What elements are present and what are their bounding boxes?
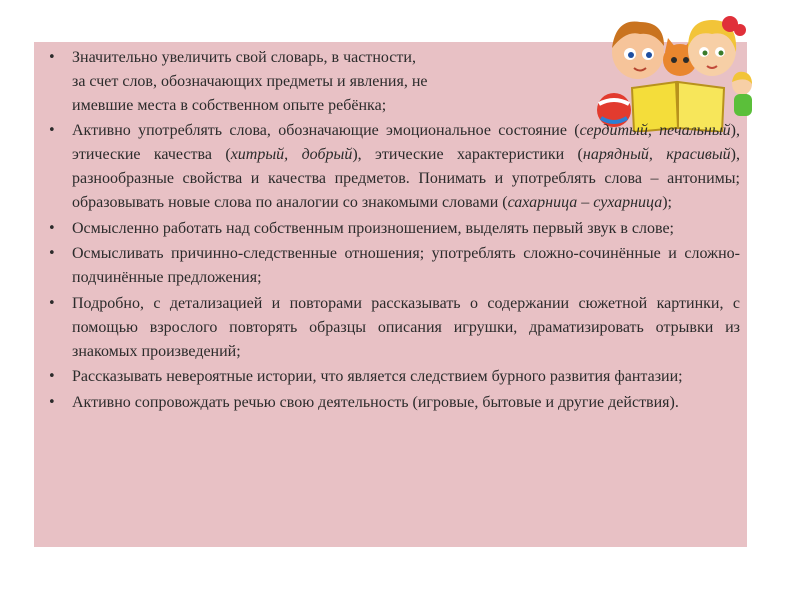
list-item-text: ); [662,193,672,211]
list-item-text: Рассказывать невероятные истории, что является следствием бурного развития фантазии; [72,368,683,386]
list-item-line: имевшие места в собственном опыте ребёнка; [72,96,387,114]
list-item-text: ), разнообразные свойства и качества предметов. Понимать и употреблять слова – антонимы; образовывать новые слова по аналогии со знакомыми словами ( [72,146,740,211]
list-item-text: ), этические качества ( [72,122,740,164]
list-item-text: Активно сопровождать речью свою деятельность (игровые, бытовые и другие действия). [72,394,679,412]
list-item-text: ), этические характеристики ( [352,146,583,164]
list-item-text: Осмысливать причинно-следственные отношения; употреблять сложно-сочинённые и сложно-подчинённые предложения; [72,245,740,287]
list-item [46,365,740,389]
list-item [46,391,740,415]
list-item-text: Активно употреблять слова, обозначающие эмоциональное состояние ( [72,122,580,140]
list-item [46,292,740,363]
bullet-list [46,46,740,415]
list-item [46,119,740,214]
list-item-text: Подробно, с детализацией и повторами рассказывать о содержании сюжетной картинки, с помощью взрослого повторять образцы описания игрушки, драматизировать отрывки из знакомых произведений; [72,294,740,360]
list-item-example: хитрый, добрый [230,146,353,164]
list-item-example: сердитый, печальный [579,122,731,140]
list-item-example: сахарница – сухарница [507,193,663,211]
list-item-example: нарядный, красивый [582,146,731,164]
list-item-line: за счет слов, обозначающих предметы и явления, не [72,72,428,90]
list-item-text: Осмысленно работать над собственным произношением, выделять первый звук в слове; [72,219,674,237]
list-item [46,242,740,290]
list-item [46,46,740,117]
list-item-line: • Значительно увеличить свой словарь, в частности, [72,49,416,66]
list-item [46,217,740,241]
